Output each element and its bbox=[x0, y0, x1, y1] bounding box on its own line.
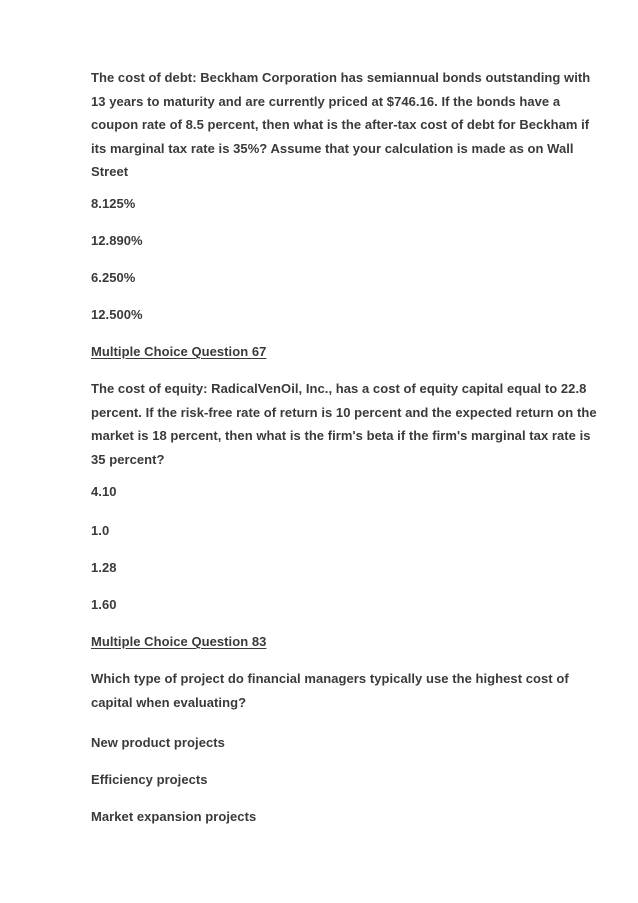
answer-option: 8.125% bbox=[91, 196, 136, 211]
question-heading: Multiple Choice Question 67 bbox=[91, 344, 267, 359]
question-text bbox=[91, 667, 601, 714]
question-line: Which type of project do financial managers typically use the highest cost of bbox=[91, 671, 569, 686]
answer-option: Market expansion projects bbox=[91, 809, 257, 824]
question-text bbox=[91, 377, 601, 471]
answer-option: 12.500% bbox=[91, 307, 143, 322]
question-text bbox=[91, 66, 601, 184]
answer-option: 12.890% bbox=[91, 233, 143, 248]
answer-option: 1.0 bbox=[91, 523, 110, 538]
answer-option: New product projects bbox=[91, 735, 225, 750]
question-line: The cost of debt: Beckham Corporation has semiannual bonds outstanding with bbox=[91, 70, 591, 85]
question-line: 35 percent? bbox=[91, 451, 165, 467]
answer-option: 1.60 bbox=[91, 597, 117, 612]
answer-option: 6.250% bbox=[91, 270, 136, 285]
question-line: Street bbox=[91, 164, 129, 179]
answer-option: 4.10 bbox=[91, 484, 117, 499]
answer-option: Efficiency projects bbox=[91, 772, 208, 787]
question-heading: Multiple Choice Question 83 bbox=[91, 634, 267, 649]
question-line: percent. If the risk-free rate of return is 10 percent and the expected return on the bbox=[91, 404, 597, 420]
question-line: 13 years to maturity and are currently priced at $746.16. If the bonds have a bbox=[91, 93, 561, 109]
question-line: The cost of equity: RadicalVenOil, Inc., has a cost of equity capital equal to 22.8 bbox=[91, 381, 587, 396]
question-line: coupon rate of 8.5 percent, then what is the after-tax cost of debt for Beckham if bbox=[91, 117, 590, 132]
question-line: market is 18 percent, then what is the firm's beta if the firm's marginal tax rate is bbox=[91, 428, 591, 443]
question-line: its marginal tax rate is 35%? Assume that your calculation is made as on Wall bbox=[91, 140, 574, 156]
question-line: capital when evaluating? bbox=[91, 694, 247, 710]
answer-option: 1.28 bbox=[91, 560, 117, 575]
